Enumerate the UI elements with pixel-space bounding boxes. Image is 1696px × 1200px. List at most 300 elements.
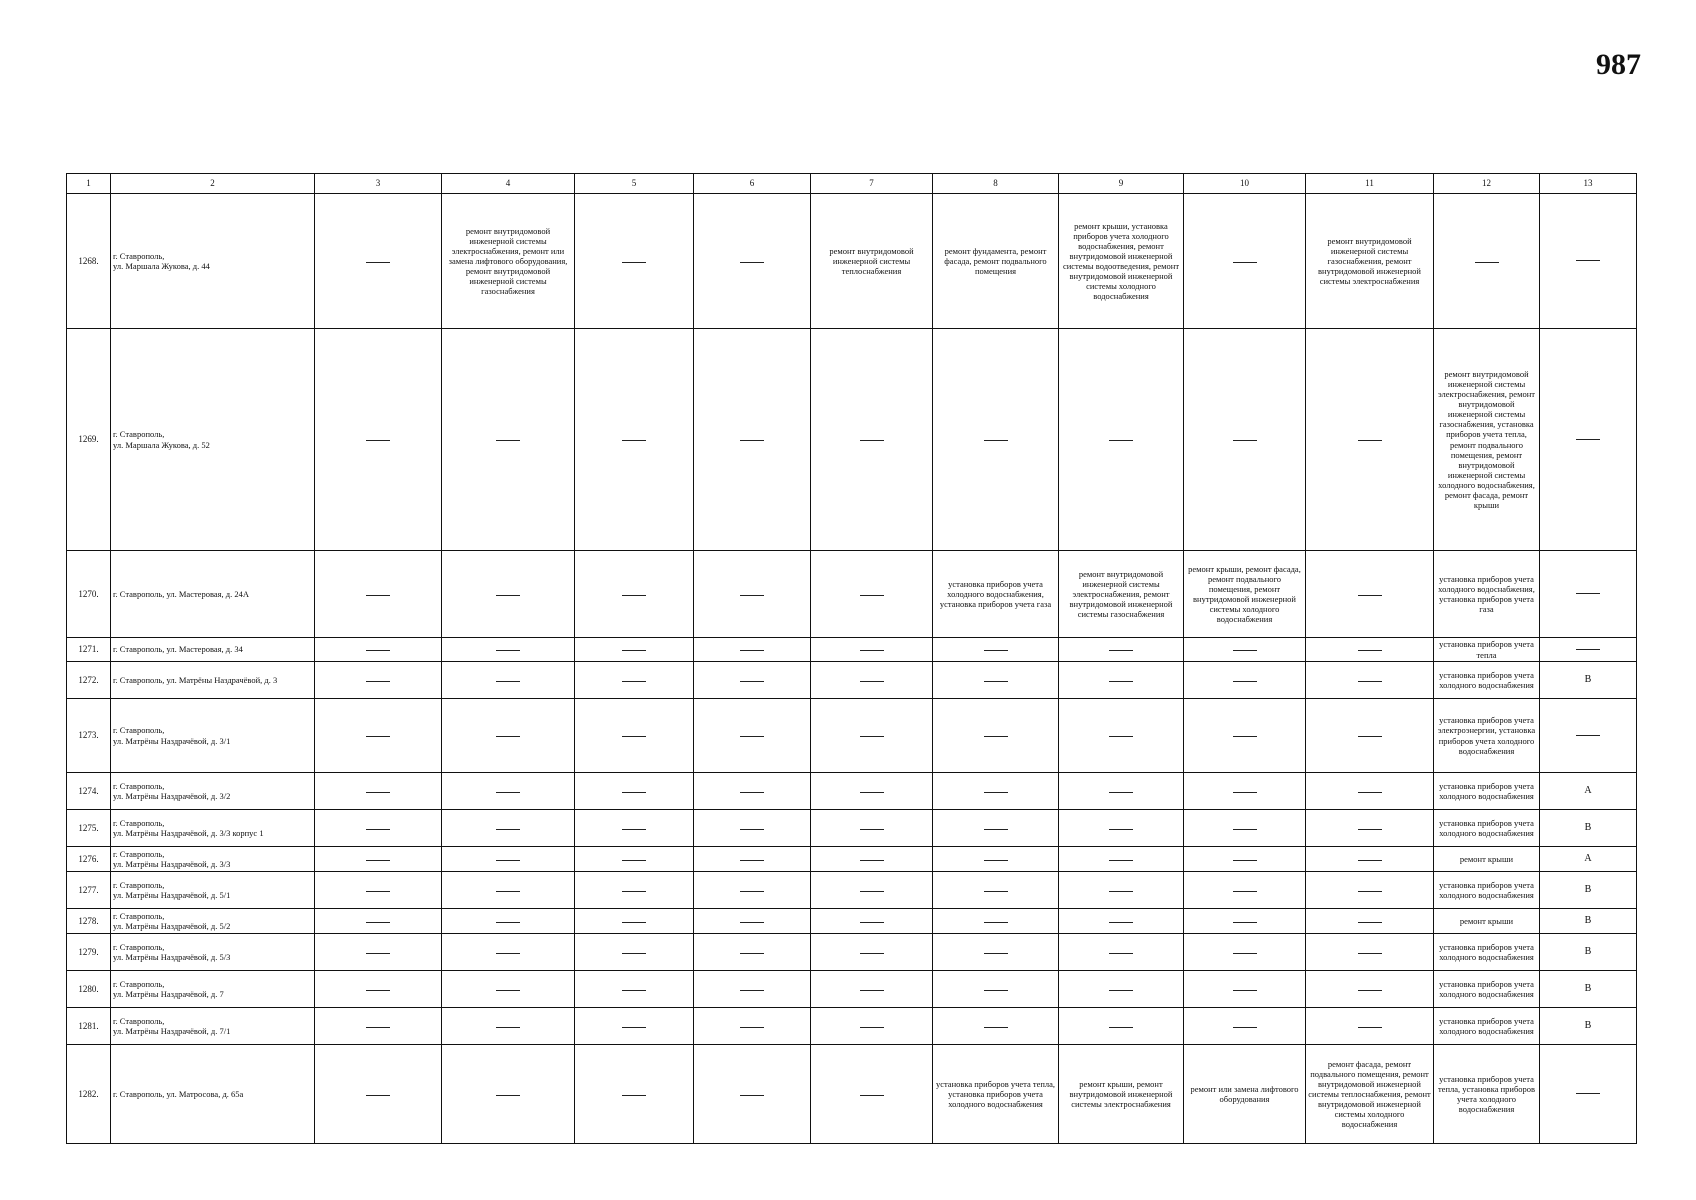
empty-dash — [860, 440, 884, 441]
empty-dash — [860, 1095, 884, 1096]
table-row — [67, 1008, 1637, 1045]
work-cell-col-9 — [1059, 810, 1184, 847]
work-cell-col-9 — [1059, 699, 1184, 773]
address-cell — [111, 872, 315, 909]
column-header-11: 11 — [1306, 174, 1434, 194]
work-cell-col-4 — [442, 773, 575, 810]
work-cell-col-10: ремонт или замена лифтового оборудования — [1184, 1045, 1306, 1144]
address-line: г. Ставрополь, — [113, 941, 165, 952]
empty-dash — [860, 860, 884, 861]
empty-dash — [366, 681, 390, 682]
empty-dash — [740, 1027, 764, 1028]
address-line: ул. Матрёны Наздрачёвой, д. 3/2 — [113, 791, 231, 801]
work-cell-col-9 — [1059, 909, 1184, 934]
empty-dash — [984, 440, 1008, 441]
work-cell-col-4 — [442, 662, 575, 699]
empty-dash — [860, 953, 884, 954]
empty-dash — [1576, 1093, 1600, 1094]
address-line: ул. Матрёны Наздрачёвой, д. 7 — [113, 989, 224, 999]
work-cell-col-6 — [694, 329, 811, 551]
empty-dash — [496, 1027, 520, 1028]
work-cell-col-5 — [575, 872, 694, 909]
work-cell-col-6 — [694, 662, 811, 699]
empty-dash — [1233, 650, 1257, 651]
work-cell-col-10 — [1184, 662, 1306, 699]
column-header-8: 8 — [933, 174, 1059, 194]
work-cell-col-5 — [575, 194, 694, 329]
work-cell-col-4 — [442, 810, 575, 847]
empty-dash — [1109, 891, 1133, 892]
work-cell-col-3 — [315, 934, 442, 971]
work-cell-col-5 — [575, 1045, 694, 1144]
empty-dash — [740, 792, 764, 793]
work-cell-col-12: установка приборов учета холодного водоснабжения — [1434, 773, 1540, 810]
work-cell-col-10: ремонт крыши, ремонт фасада, ремонт подвального помещения, ремонт внутридомовой инженерной системы холодного водоснабжения — [1184, 551, 1306, 638]
address-line: ул. Маршала Жукова, д. 52 — [113, 439, 210, 450]
empty-dash — [740, 860, 764, 861]
table-row — [67, 847, 1637, 872]
empty-dash — [1358, 829, 1382, 830]
work-cell-col-4 — [442, 934, 575, 971]
empty-dash — [366, 440, 390, 441]
empty-dash — [1109, 990, 1133, 991]
work-cell-col-6 — [694, 971, 811, 1008]
work-cell-col-5 — [575, 551, 694, 638]
empty-dash — [622, 1095, 646, 1096]
empty-dash — [1109, 650, 1133, 651]
class-cell: А — [1540, 773, 1637, 810]
work-cell-col-10 — [1184, 971, 1306, 1008]
work-cell-col-6 — [694, 1008, 811, 1045]
work-cell-col-8 — [933, 699, 1059, 773]
empty-dash — [622, 829, 646, 830]
address-line: ул. Матрёны Наздрачёвой, д. 5/1 — [113, 890, 231, 900]
empty-dash — [622, 736, 646, 737]
class-cell: В — [1540, 872, 1637, 909]
work-cell-col-5 — [575, 1008, 694, 1045]
empty-dash — [740, 736, 764, 737]
address-cell — [111, 1008, 315, 1045]
class-cell — [1540, 699, 1637, 773]
empty-dash — [496, 829, 520, 830]
work-cell-col-12 — [1434, 194, 1540, 329]
address-line: ул. Матрёны Наздрачёвой, д. 3/3 — [113, 859, 231, 869]
empty-dash — [1233, 829, 1257, 830]
empty-dash — [496, 860, 520, 861]
empty-dash — [1233, 440, 1257, 441]
empty-dash — [622, 595, 646, 596]
work-cell-col-8 — [933, 872, 1059, 909]
empty-dash — [366, 1027, 390, 1028]
work-cell-col-10 — [1184, 773, 1306, 810]
address-line: г. Ставрополь, — [113, 429, 165, 440]
work-cell-col-7 — [811, 699, 933, 773]
empty-dash — [622, 1027, 646, 1028]
table-row — [67, 551, 1637, 638]
table-row — [67, 329, 1637, 551]
empty-dash — [1233, 681, 1257, 682]
work-cell-col-10 — [1184, 872, 1306, 909]
address-line: ул. Матрёны Наздрачёвой, д. 5/3 — [113, 952, 231, 962]
address-line: ул. Маршала Жукова, д. 44 — [113, 261, 210, 271]
page-number: 987 — [1596, 48, 1641, 81]
work-cell-col-9 — [1059, 329, 1184, 551]
work-cell-col-7 — [811, 934, 933, 971]
row-number: 1268. — [67, 194, 111, 329]
empty-dash — [860, 595, 884, 596]
work-cell-col-7: ремонт внутридомовой инженерной системы теплоснабжения — [811, 194, 933, 329]
row-number: 1271. — [67, 638, 111, 662]
table-row — [67, 699, 1637, 773]
work-cell-col-12: установка приборов учета холодного водоснабжения — [1434, 1008, 1540, 1045]
work-cell-col-5 — [575, 810, 694, 847]
work-cell-col-8 — [933, 662, 1059, 699]
empty-dash — [1109, 953, 1133, 954]
empty-dash — [984, 922, 1008, 923]
work-cell-col-7 — [811, 971, 933, 1008]
row-number: 1272. — [67, 662, 111, 699]
work-cell-col-8 — [933, 638, 1059, 662]
address-line: г. Ставрополь, — [113, 1015, 165, 1026]
work-cell-col-8: ремонт фундамента, ремонт фасада, ремонт подвального помещения — [933, 194, 1059, 329]
empty-dash — [496, 922, 520, 923]
work-cell-col-11 — [1306, 638, 1434, 662]
work-cell-col-8 — [933, 1008, 1059, 1045]
address-cell — [111, 909, 315, 934]
address-line: г. Ставрополь, — [113, 780, 165, 791]
address-line: ул. Матрёны Наздрачёвой, д. 7/1 — [113, 1026, 231, 1036]
empty-dash — [1358, 922, 1382, 923]
table-row — [67, 638, 1637, 662]
work-cell-col-9: ремонт крыши, установка приборов учета холодного водоснабжения, ремонт внутридомовой инженерной системы водоотведения, ремонт внутридомовой инженерной системы холодного водоснабжения — [1059, 194, 1184, 329]
empty-dash — [740, 1095, 764, 1096]
column-header-1: 1 — [67, 174, 111, 194]
address-cell: г. Ставрополь, ул. Матросова, д. 65а — [111, 1045, 315, 1144]
address-cell — [111, 810, 315, 847]
work-cell-col-6 — [694, 699, 811, 773]
table-row — [67, 1045, 1637, 1144]
class-cell: В — [1540, 810, 1637, 847]
class-cell: В — [1540, 1008, 1637, 1045]
work-cell-col-8: установка приборов учета холодного водоснабжения, установка приборов учета газа — [933, 551, 1059, 638]
work-cell-col-12: установка приборов учета холодного водоснабжения — [1434, 934, 1540, 971]
work-cell-col-12: установка приборов учета холодного водоснабжения — [1434, 662, 1540, 699]
empty-dash — [366, 262, 390, 263]
work-cell-col-12: установка приборов учета холодного водоснабжения, установка приборов учета газа — [1434, 551, 1540, 638]
work-cell-col-8 — [933, 934, 1059, 971]
work-cell-col-8 — [933, 329, 1059, 551]
empty-dash — [984, 829, 1008, 830]
empty-dash — [1358, 792, 1382, 793]
work-cell-col-3 — [315, 699, 442, 773]
empty-dash — [1576, 439, 1600, 440]
work-cell-col-3 — [315, 847, 442, 872]
empty-dash — [1109, 922, 1133, 923]
column-header-4: 4 — [442, 174, 575, 194]
empty-dash — [1109, 860, 1133, 861]
work-cell-col-4 — [442, 872, 575, 909]
work-cell-col-9: ремонт внутридомовой инженерной системы электроснабжения, ремонт внутридомовой инженерной системы газоснабжения — [1059, 551, 1184, 638]
address-cell — [111, 971, 315, 1008]
work-cell-col-10 — [1184, 909, 1306, 934]
row-number: 1279. — [67, 934, 111, 971]
work-cell-col-7 — [811, 872, 933, 909]
class-cell — [1540, 551, 1637, 638]
table-row — [67, 872, 1637, 909]
work-cell-col-7 — [811, 551, 933, 638]
empty-dash — [622, 792, 646, 793]
work-cell-col-12: ремонт крыши — [1434, 847, 1540, 872]
work-cell-col-12: ремонт внутридомовой инженерной системы электроснабжения, ремонт внутридомовой инженерной системы газоснабжения, установка приборов учета тепла, ремонт подвального помещения, ремонт внутридомовой инженерной системы холодного водоснабжения, ремонт фасада, ремонт крыши — [1434, 329, 1540, 551]
row-number: 1273. — [67, 699, 111, 773]
empty-dash — [860, 922, 884, 923]
work-cell-col-10 — [1184, 699, 1306, 773]
empty-dash — [860, 736, 884, 737]
empty-dash — [622, 860, 646, 861]
work-cell-col-4 — [442, 551, 575, 638]
column-header-9: 9 — [1059, 174, 1184, 194]
empty-dash — [1109, 829, 1133, 830]
empty-dash — [740, 650, 764, 651]
empty-dash — [1233, 736, 1257, 737]
class-cell: А — [1540, 847, 1637, 872]
work-cell-col-4 — [442, 971, 575, 1008]
empty-dash — [984, 953, 1008, 954]
work-cell-col-11: ремонт фасада, ремонт подвального помещения, ремонт внутридомовой инженерной системы теплоснабжения, ремонт внутридомовой инженерной системы холодного водоснабжения — [1306, 1045, 1434, 1144]
work-cell-col-5 — [575, 909, 694, 934]
empty-dash — [1358, 440, 1382, 441]
address-cell — [111, 699, 315, 773]
empty-dash — [366, 595, 390, 596]
work-cell-col-3 — [315, 1045, 442, 1144]
work-cell-col-7 — [811, 1008, 933, 1045]
empty-dash — [622, 953, 646, 954]
empty-dash — [1358, 1027, 1382, 1028]
table-row — [67, 662, 1637, 699]
empty-dash — [366, 953, 390, 954]
empty-dash — [1358, 860, 1382, 861]
empty-dash — [496, 1095, 520, 1096]
empty-dash — [1233, 792, 1257, 793]
address-cell: г. Ставрополь, ул. Мастеровая, д. 24А — [111, 551, 315, 638]
empty-dash — [1358, 891, 1382, 892]
work-cell-col-12: установка приборов учета холодного водоснабжения — [1434, 810, 1540, 847]
work-cell-col-10 — [1184, 1008, 1306, 1045]
work-cell-col-3 — [315, 638, 442, 662]
empty-dash — [496, 440, 520, 441]
work-cell-col-3 — [315, 810, 442, 847]
row-number: 1280. — [67, 971, 111, 1008]
empty-dash — [740, 262, 764, 263]
work-cell-col-11 — [1306, 773, 1434, 810]
table-row — [67, 194, 1637, 329]
repair-schedule-table — [66, 173, 1637, 1144]
work-cell-col-8 — [933, 773, 1059, 810]
class-cell: В — [1540, 662, 1637, 699]
empty-dash — [1358, 681, 1382, 682]
empty-dash — [1358, 953, 1382, 954]
address-line: ул. Матрёны Наздрачёвой, д. 3/1 — [113, 735, 231, 746]
empty-dash — [622, 922, 646, 923]
work-cell-col-4 — [442, 909, 575, 934]
class-cell — [1540, 329, 1637, 551]
work-cell-col-8 — [933, 971, 1059, 1008]
empty-dash — [1233, 953, 1257, 954]
work-cell-col-4: ремонт внутридомовой инженерной системы электроснабжения, ремонт или замена лифтового оборудования, ремонт внутридомовой инженерной системы газоснабжения — [442, 194, 575, 329]
work-cell-col-6 — [694, 773, 811, 810]
work-cell-col-9 — [1059, 847, 1184, 872]
empty-dash — [366, 829, 390, 830]
work-cell-col-11 — [1306, 872, 1434, 909]
address-line: г. Ставрополь, — [113, 725, 165, 736]
work-cell-col-7 — [811, 329, 933, 551]
empty-dash — [860, 681, 884, 682]
work-cell-col-6 — [694, 810, 811, 847]
address-cell — [111, 194, 315, 329]
column-header-12: 12 — [1434, 174, 1540, 194]
column-header-2: 2 — [111, 174, 315, 194]
empty-dash — [1233, 262, 1257, 263]
table-row — [67, 773, 1637, 810]
empty-dash — [366, 650, 390, 651]
empty-dash — [1576, 649, 1600, 650]
column-header-7: 7 — [811, 174, 933, 194]
empty-dash — [740, 440, 764, 441]
work-cell-col-11 — [1306, 810, 1434, 847]
table-row — [67, 810, 1637, 847]
empty-dash — [860, 891, 884, 892]
work-cell-col-11 — [1306, 847, 1434, 872]
work-cell-col-3 — [315, 194, 442, 329]
work-cell-col-4 — [442, 847, 575, 872]
work-cell-col-9 — [1059, 773, 1184, 810]
address-cell — [111, 773, 315, 810]
class-cell — [1540, 1045, 1637, 1144]
address-cell — [111, 847, 315, 872]
work-cell-col-4 — [442, 699, 575, 773]
empty-dash — [740, 953, 764, 954]
work-cell-col-11 — [1306, 699, 1434, 773]
empty-dash — [1576, 260, 1600, 261]
address-line: г. Ставрополь, — [113, 848, 165, 859]
work-cell-col-3 — [315, 329, 442, 551]
empty-dash — [496, 681, 520, 682]
work-cell-col-12: установка приборов учета холодного водоснабжения — [1434, 872, 1540, 909]
empty-dash — [1233, 922, 1257, 923]
empty-dash — [740, 990, 764, 991]
empty-dash — [622, 891, 646, 892]
work-cell-col-7 — [811, 909, 933, 934]
work-cell-col-5 — [575, 638, 694, 662]
work-cell-col-10 — [1184, 810, 1306, 847]
work-cell-col-12: установка приборов учета тепла, установка приборов учета холодного водоснабжения — [1434, 1045, 1540, 1144]
work-cell-col-7 — [811, 810, 933, 847]
empty-dash — [1109, 1027, 1133, 1028]
column-header-6: 6 — [694, 174, 811, 194]
work-cell-col-11 — [1306, 909, 1434, 934]
empty-dash — [740, 829, 764, 830]
work-cell-col-12: установка приборов учета электроэнергии, установка приборов учета холодного водоснабжения — [1434, 699, 1540, 773]
row-number: 1270. — [67, 551, 111, 638]
work-cell-col-11 — [1306, 329, 1434, 551]
address-cell: г. Ставрополь, ул. Мастеровая, д. 34 — [111, 638, 315, 662]
address-line: г. Ставрополь, — [113, 910, 165, 921]
table-row — [67, 909, 1637, 934]
work-cell-col-5 — [575, 971, 694, 1008]
empty-dash — [366, 990, 390, 991]
empty-dash — [984, 1027, 1008, 1028]
address-cell — [111, 329, 315, 551]
work-cell-col-12: установка приборов учета холодного водоснабжения — [1434, 971, 1540, 1008]
work-cell-col-10 — [1184, 847, 1306, 872]
empty-dash — [366, 792, 390, 793]
empty-dash — [984, 891, 1008, 892]
empty-dash — [1233, 860, 1257, 861]
empty-dash — [622, 990, 646, 991]
work-cell-col-4 — [442, 1045, 575, 1144]
empty-dash — [496, 792, 520, 793]
work-cell-col-9: ремонт крыши, ремонт внутридомовой инженерной системы электроснабжения — [1059, 1045, 1184, 1144]
work-cell-col-11 — [1306, 971, 1434, 1008]
empty-dash — [1233, 990, 1257, 991]
empty-dash — [984, 792, 1008, 793]
table-row — [67, 971, 1637, 1008]
class-cell: В — [1540, 971, 1637, 1008]
work-cell-col-5 — [575, 847, 694, 872]
empty-dash — [622, 440, 646, 441]
work-cell-col-9 — [1059, 971, 1184, 1008]
class-cell: В — [1540, 934, 1637, 971]
empty-dash — [860, 650, 884, 651]
empty-dash — [860, 792, 884, 793]
work-cell-col-9 — [1059, 662, 1184, 699]
work-cell-col-6 — [694, 934, 811, 971]
row-number: 1278. — [67, 909, 111, 934]
work-cell-col-10 — [1184, 638, 1306, 662]
empty-dash — [740, 595, 764, 596]
work-cell-col-10 — [1184, 194, 1306, 329]
work-cell-col-6 — [694, 638, 811, 662]
class-cell: В — [1540, 909, 1637, 934]
empty-dash — [984, 681, 1008, 682]
row-number: 1282. — [67, 1045, 111, 1144]
work-cell-col-6 — [694, 872, 811, 909]
work-cell-col-12: ремонт крыши — [1434, 909, 1540, 934]
row-number: 1281. — [67, 1008, 111, 1045]
work-cell-col-6 — [694, 1045, 811, 1144]
work-cell-col-3 — [315, 662, 442, 699]
column-header-10: 10 — [1184, 174, 1306, 194]
work-cell-col-8 — [933, 909, 1059, 934]
empty-dash — [1358, 595, 1382, 596]
empty-dash — [1109, 792, 1133, 793]
work-cell-col-10 — [1184, 934, 1306, 971]
empty-dash — [1358, 990, 1382, 991]
empty-dash — [984, 990, 1008, 991]
empty-dash — [366, 736, 390, 737]
empty-dash — [496, 891, 520, 892]
work-cell-col-5 — [575, 699, 694, 773]
work-cell-col-7 — [811, 847, 933, 872]
empty-dash — [496, 953, 520, 954]
work-cell-col-4 — [442, 329, 575, 551]
empty-dash — [860, 1027, 884, 1028]
work-cell-col-9 — [1059, 934, 1184, 971]
empty-dash — [622, 650, 646, 651]
work-cell-col-4 — [442, 638, 575, 662]
work-cell-col-9 — [1059, 638, 1184, 662]
work-cell-col-12: установка приборов учета тепла — [1434, 638, 1540, 662]
